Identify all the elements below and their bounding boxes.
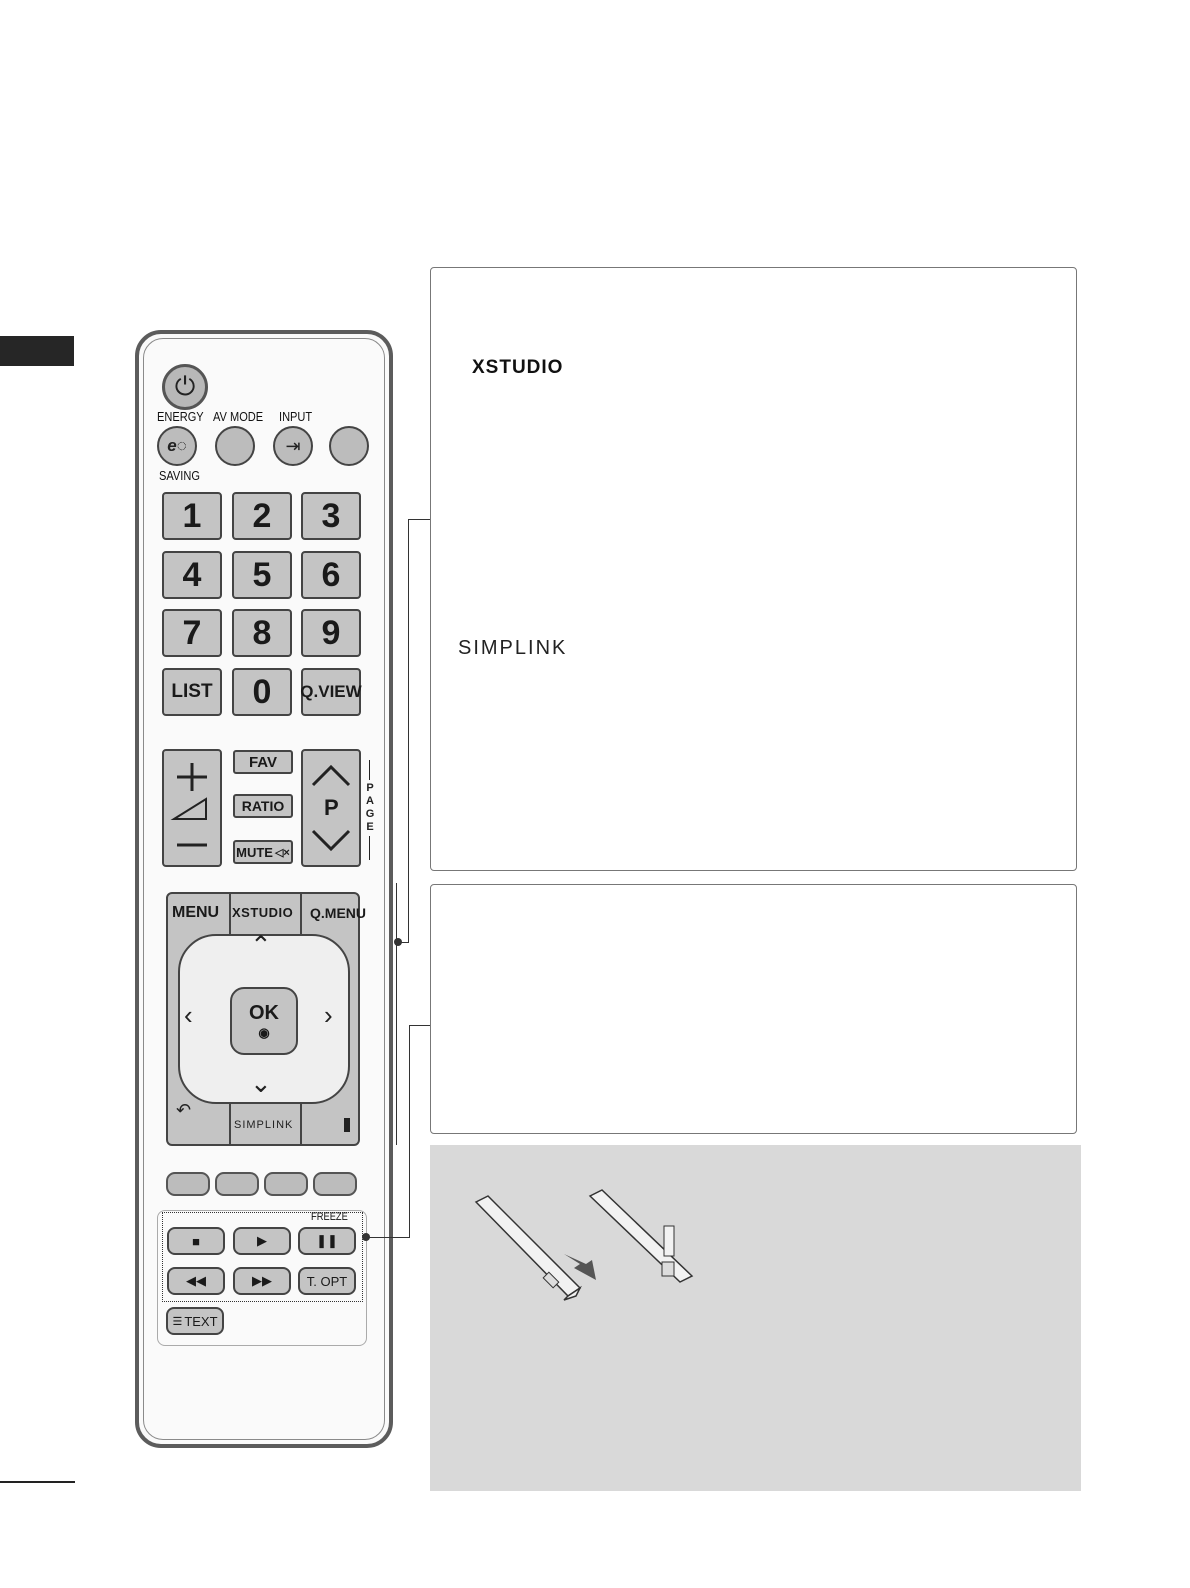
rewind-icon: ◀◀: [186, 1273, 206, 1288]
menu-button[interactable]: MENU: [172, 904, 220, 921]
right-arrow-icon[interactable]: ›: [324, 1000, 333, 1030]
blank-round-button[interactable]: [329, 426, 369, 466]
remote-battery-illustration: [468, 1188, 708, 1308]
qview-button[interactable]: Q.VIEW: [301, 668, 361, 716]
number-key-7[interactable]: 7: [162, 609, 222, 657]
list-button[interactable]: LIST: [162, 668, 222, 716]
play-button[interactable]: [233, 1227, 291, 1255]
av-mode-button[interactable]: [215, 426, 255, 466]
number-key-5[interactable]: 5: [232, 551, 292, 599]
ok-button[interactable]: [230, 987, 298, 1055]
rewind-button[interactable]: [167, 1267, 225, 1295]
blue-button[interactable]: [313, 1172, 357, 1196]
green-button[interactable]: [215, 1172, 259, 1196]
nav-divider: [300, 1104, 302, 1146]
fast-forward-icon: ▶▶: [252, 1273, 272, 1288]
number-key-4[interactable]: 4: [162, 551, 222, 599]
number-key-8[interactable]: 8: [232, 609, 292, 657]
up-arrow-icon[interactable]: ⌃: [250, 930, 272, 960]
volume-rocker[interactable]: [162, 749, 222, 867]
info-icon[interactable]: [344, 1118, 350, 1132]
connector-line: [409, 1025, 430, 1026]
ok-label: OK: [249, 1001, 279, 1024]
simplink-button[interactable]: SIMPLINK: [234, 1119, 294, 1131]
page-rule: [0, 1481, 75, 1483]
energy-label: ENERGY: [157, 409, 204, 424]
power-button[interactable]: [162, 364, 208, 410]
input-icon: ⇥: [285, 435, 301, 456]
qmenu-button[interactable]: Q.MENU: [310, 905, 366, 921]
nav-divider: [300, 892, 302, 934]
energy-saving-button[interactable]: [157, 426, 197, 466]
down-arrow-icon[interactable]: ⌄: [250, 1068, 272, 1098]
back-icon[interactable]: ↶: [176, 1100, 192, 1120]
number-key-0[interactable]: 0: [232, 668, 292, 716]
ratio-button[interactable]: RATIO: [233, 794, 293, 818]
page-letter-a: A: [366, 795, 374, 807]
xstudio-button[interactable]: XSTUDIO: [232, 905, 294, 920]
connector-line: [408, 519, 430, 520]
volume-icon: [164, 751, 220, 865]
stop-icon: ■: [192, 1233, 200, 1249]
saving-label: SAVING: [159, 468, 200, 483]
fast-forward-button[interactable]: [233, 1267, 291, 1295]
nav-divider: [229, 1104, 231, 1146]
simplink-logo: SIMPLINK: [458, 637, 568, 659]
number-key-6[interactable]: 6: [301, 551, 361, 599]
pause-button[interactable]: [298, 1227, 356, 1255]
mute-label: MUTE: [236, 844, 273, 860]
description-box-bottom: [430, 884, 1077, 1134]
number-key-9[interactable]: 9: [301, 609, 361, 657]
text-label: TEXT: [184, 1313, 218, 1329]
input-button[interactable]: [273, 426, 313, 466]
red-button[interactable]: [166, 1172, 210, 1196]
fav-button[interactable]: FAV: [233, 750, 293, 774]
eco-icon: e◌: [167, 436, 187, 455]
power-icon: ⏻: [174, 371, 196, 401]
number-key-2[interactable]: 2: [232, 492, 292, 540]
stop-button[interactable]: [167, 1227, 225, 1255]
play-icon: ▶: [257, 1233, 267, 1248]
nav-divider: [229, 892, 231, 934]
yellow-button[interactable]: [264, 1172, 308, 1196]
page-letter-g: G: [365, 808, 375, 820]
xstudio-logo: XSTUDIO: [472, 357, 564, 378]
text-icon: ☰: [172, 1315, 183, 1328]
number-key-1[interactable]: 1: [162, 492, 222, 540]
mute-button[interactable]: [233, 840, 293, 864]
connector-line: [368, 1237, 410, 1238]
number-key-3[interactable]: 3: [301, 492, 361, 540]
chapter-tab: [0, 336, 74, 366]
mute-icon: ◁×: [274, 846, 290, 859]
left-arrow-icon[interactable]: ‹: [184, 1000, 193, 1030]
av-mode-label: AV MODE: [213, 409, 264, 424]
group-bracket-line: [396, 883, 397, 1145]
input-label: INPUT: [279, 409, 313, 424]
page-indicator: [364, 760, 376, 862]
text-button[interactable]: [166, 1307, 224, 1335]
connector-line: [408, 519, 409, 943]
topt-button[interactable]: T. OPT: [298, 1267, 356, 1295]
program-label: P: [324, 795, 339, 820]
ok-dot-icon: ◉: [258, 1024, 270, 1040]
connector-line: [409, 1025, 410, 1238]
page-letter-e: E: [366, 821, 374, 833]
freeze-label: FREEZE: [311, 1211, 348, 1223]
page-letter-p: P: [366, 782, 374, 794]
pause-icon: ❚❚: [316, 1233, 338, 1248]
